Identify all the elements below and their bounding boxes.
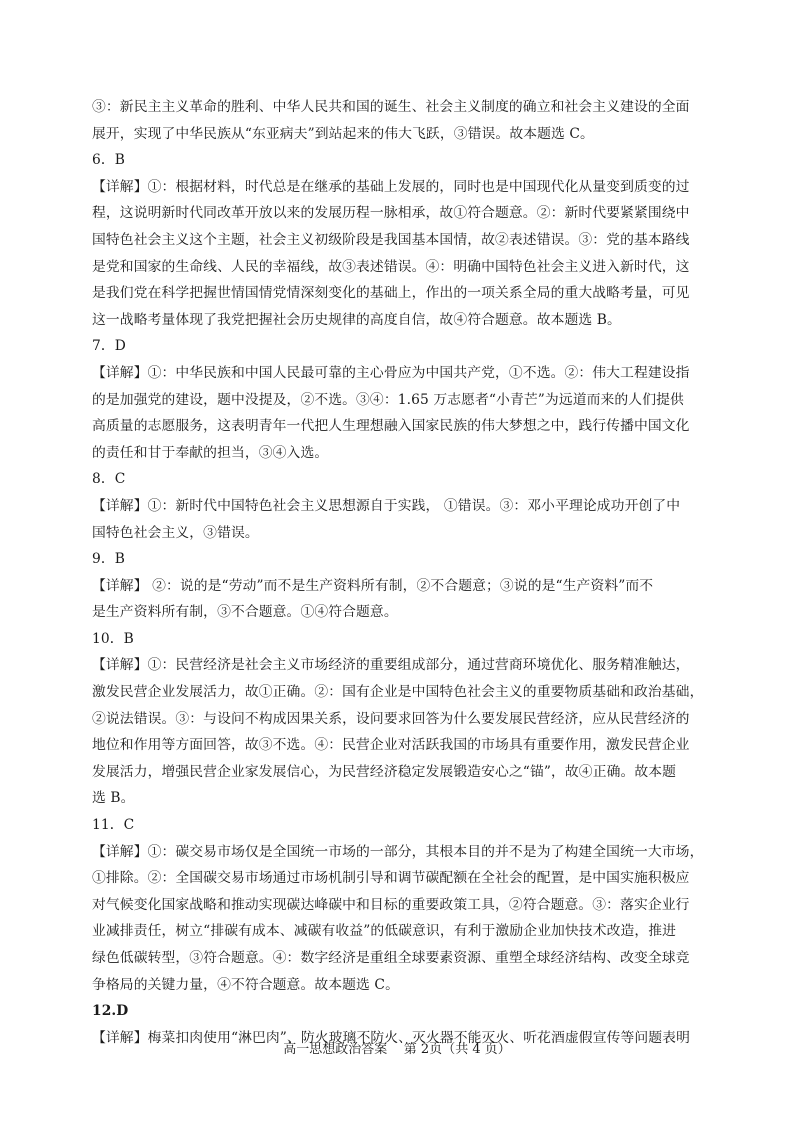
explanation-line: ①排除。②：全国碳交易市场通过市场机制引导和调节碳配额在全社会的配置，是中国实施积极应 (92, 870, 690, 887)
question-number: 9．B (92, 551, 126, 568)
explanation-line: 的是加强党的建设，题中没提及，②不选。③④：1.65 万志愿者“小青芒”为远道而来的人们提供 (92, 391, 684, 408)
explanation-line: 是我们党在科学把握世情国情党情深刻变化的基础上，作出的一项关系全局的重大战略考量，可见 (92, 285, 690, 302)
explanation-line: 国特色社会主义，③错误。 (92, 524, 259, 541)
explanation-line: 这一战略考量体现了我党把握社会历史规律的高度自信，故④符合题意。故本题选 B。 (92, 311, 621, 328)
explanation-line: 是生产资料所有制，③不合题意。①④符合题意。 (92, 604, 398, 621)
answer-text (92, 94, 704, 1051)
explanation-line: 国特色社会主义这个主题，社会主义初级阶段是我国基本国情，故②表述错误。③：党的基本路线 (92, 231, 690, 248)
explanation-line: 【详解】梅菜扣肉使用“淋巴肉”、防火玻璃不防火、灭火器不能灭火、听花酒虚假宣传等问题表明 (92, 1029, 690, 1046)
question-number: 7．D (92, 338, 126, 355)
explanation-line: 地位和作用等方面回答，故③不选。④：民营企业对活跃我国的市场具有重要作用，激发民营企业 (92, 737, 690, 754)
explanation-line: 对气候变化国家战略和推动实现碳达峰碳中和目标的重要政策工具，②符合题意。③：落实企业行 (92, 896, 690, 913)
question-number: 10．B (92, 630, 134, 647)
page-footer: 高一思想政治答案 第 2页（共 4 页） (283, 1042, 511, 1057)
explanation-line: 的责任和甘于奉献的担当，③④入选。 (92, 444, 329, 461)
explanation-line: ②说法错误。③：与设问不构成因果关系，设问要求回答为什么要发展民营经济，应从民营经济的 (92, 710, 690, 727)
explanation-line: 【详解】 ②：说的是“劳动”而不是生产资料所有制，②不合题意；③说的是“生产资料”而不 (92, 577, 654, 594)
question-number: 8．C (92, 471, 126, 488)
explanation-line: 程，这说明新时代同改革开放以来的发展历程一脉相承，故①符合题意。②：新时代要紧紧围绕中 (92, 205, 690, 222)
explanation-line: 【详解】①：民营经济是社会主义市场经济的重要组成部分，通过营商环境优化、服务精准触达， (92, 657, 690, 674)
question-number: 11．C (92, 817, 135, 834)
explanation-line: 激发民营企业发展活力，故①正确。②：国有企业是中国特色社会主义的重要物质基础和政治基础， (92, 684, 704, 701)
explanation-line: 业减排责任，树立“排碳有成本、减碳有收益”的低碳意识，有利于激励企业加快技术改造，推进 (92, 923, 677, 940)
explanation-line: 绿色低碳转型，③符合题意。④：数字经济是重组全球要素资源、重塑全球经济结构、改变全球竞 (92, 950, 690, 966)
explanation-line: 高质量的志愿服务，这表明青年一代把人生理想融入国家民族的伟大梦想之中，践行传播中国文化 (92, 418, 690, 435)
text-line: 展开，实现了中华民族从“东亚病夫”到站起来的伟大飞跃，③错误。故本题选 C。 (92, 125, 594, 142)
explanation-line: 【详解】①：中华民族和中国人民最可靠的主心骨应为中国共产党，①不选。②：伟大工程建设指 (92, 364, 690, 381)
explanation-line: 【详解】①：碳交易市场仅是全国统一市场的一部分，其根本目的并不是为了构建全国统一大市场， (92, 843, 704, 860)
explanation-line: 是党和国家的生命线、人民的幸福线，故③表述错误。④：明确中国特色社会主义进入新时代，这 (92, 258, 690, 275)
question-number: 12.D (92, 1003, 129, 1020)
explanation-line: 【详解】①：新时代中国特色社会主义思想源自于实践， ①错误。③：邓小平理论成功开创了中 (92, 497, 681, 514)
explanation-line: 发展活力，增强民营企业家发展信心，为民营经济稳定发展锻造安心之“锚”，故④正确。故本题 (92, 763, 677, 780)
text-line: ③：新民主主义革命的胜利、中华人民共和国的诞生、社会主义制度的确立和社会主义建设的全面 (92, 99, 690, 115)
explanation-line: 争格局的关键力量，④不符合题意。故本题选 C。 (92, 976, 399, 993)
question-number: 6．B (92, 152, 126, 169)
explanation-line: 【详解】①：根据材料，时代总是在继承的基础上发展的，同时也是中国现代化从量变到质变的过 (92, 178, 690, 195)
explanation-line: 选 B。 (92, 790, 135, 807)
